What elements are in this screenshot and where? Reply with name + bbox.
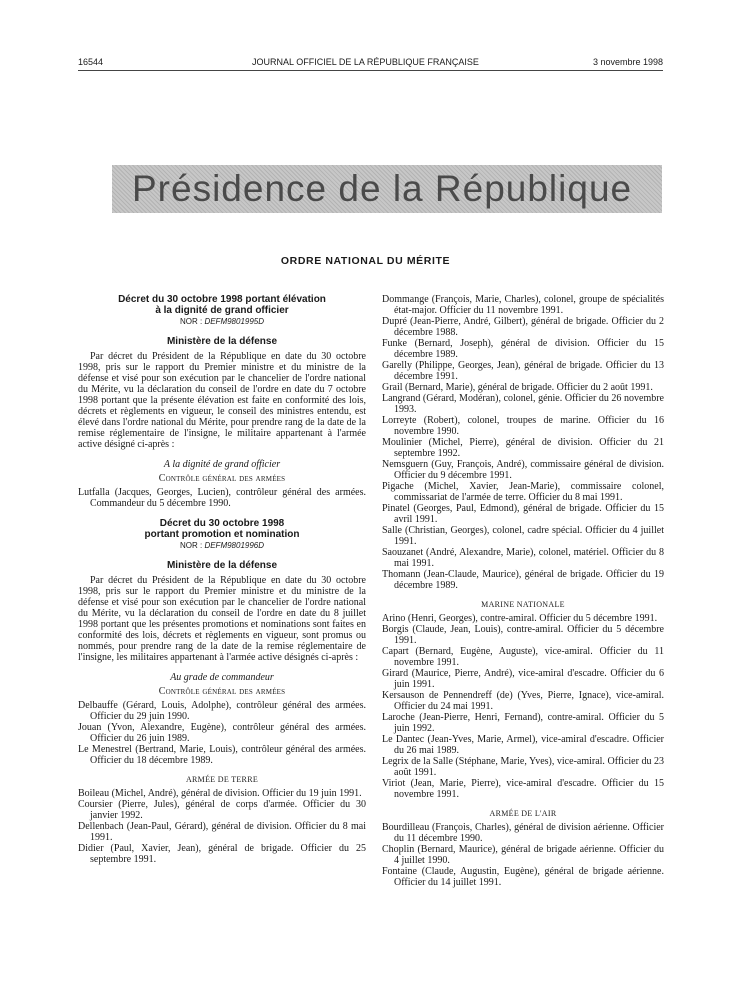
decree2-nor-label: NOR : [179,541,203,550]
right-column [382,294,664,888]
decree1-title [78,294,366,316]
header-rule [78,70,663,71]
section-title: ORDRE NATIONAL DU MÉRITE [280,255,451,267]
list-item: Thomann (Jean-Claude, Maurice), général de brigade. Officier du 19 décembre 1989. [382,569,664,591]
list-item: Lorreyte (Robert), colonel, troupes de marine. Officier du 16 novembre 1990. [382,415,664,437]
decree2-title-line1: Décret du 30 octobre 1998 [159,518,285,529]
decree2-title [78,518,366,540]
issue-date: 3 novembre 1998 [592,57,663,67]
list-item: Dellenbach (Jean-Paul, Gérard), général de division. Officier du 8 mai 1991. [78,821,366,843]
list-item: Girard (Maurice, Pierre, André), vice-amiral d'escadre. Officier du 6 juin 1991. [382,668,664,690]
decree1-title-line2: à la dignité de grand officier [155,305,289,316]
list-item: Pigache (Michel, Xavier, Jean-Marie), commissaire colonel, commissariat de l'armée de terre. Officier du 8 mai 1991. [382,481,664,503]
decree1-text: Par décret du Président de la République en date du 30 octobre 1998, pris sur le rapport du Premier ministre et du ministre de la défense et visé pour son exécution par le chancelier de l'ordre national du Mérite, vu la déclaration du conseil de l'ordre en date du 7 octobre 1998 portant que la présente élévation est faite en conformité des lois, décrets et règlements en vigueur, le conseil des ministres entendu, est élevé dans l'ordre national du Mérite, pour prendre rang de la date de la remise réglementaire de l'insigne, le militaire appartenant à l'armée active désigné ci-après : [78,351,366,450]
decree2-service: Contrôle général des armées [158,686,286,697]
list-item: Coursier (Pierre, Jules), général de corps d'armée. Officier du 30 janvier 1992. [78,799,366,821]
decree1-nor-code: DEFM9801995D [204,317,265,326]
list-item: Dupré (Jean-Pierre, André, Gilbert), général de brigade. Officier du 2 décembre 1988. [382,316,664,338]
list-item: Langrand (Gérard, Modéran), colonel, génie. Officier du 26 novembre 1993. [382,393,664,415]
decree1-grade: A la dignité de grand officier [163,459,281,470]
list-item: Pinatel (Georges, Paul, Edmond), général de brigade. Officier du 15 avril 1991. [382,503,664,525]
list-item: Jouan (Yvon, Alexandre, Eugène), contrôleur général des armées. Officier du 26 juin 1989. [78,722,366,744]
decree2-nor [78,540,366,551]
list-item: Laroche (Jean-Pierre, Henri, Fernand), contre-amiral. Officier du 5 juin 1992. [382,712,664,734]
list-item: Fontaine (Claude, Augustin, Eugène), général de brigade aérienne. Officier du 14 juillet 1991. [382,866,664,888]
list-item: Dommange (François, Marie, Charles), colonel, groupe de spécialités état-major. Officier du 11 novembre 1991. [382,294,664,316]
decree1-ministry: Ministère de la défense [166,336,278,347]
decree2-grade: Au grade de commandeur [170,672,274,683]
list-item: Legrix de la Salle (Stéphane, Marie, Yves), vice-amiral. Officier du 23 août 1991. [382,756,664,778]
decree1-title-line1: Décret du 30 octobre 1998 portant élévation [118,294,326,305]
list-item: Funke (Bernard, Joseph), général de division. Officier du 15 décembre 1989. [382,338,664,360]
decree1-nor-label: NOR : [179,317,203,326]
list-item: Saouzanet (André, Alexandre, Marie), colonel, matériel. Officier du 8 mai 1991. [382,547,664,569]
list-item: Garelly (Philippe, Georges, Jean), général de brigade. Officier du 13 décembre 1991. [382,360,664,382]
list-item: Viriot (Jean, Marie, Pierre), vice-amiral d'escadre. Officier du 15 novembre 1991. [382,778,664,800]
list-item: Boileau (Michel, André), général de division. Officier du 19 juin 1991. [78,788,362,799]
decree2-nor-code: DEFM9801996D [204,541,265,550]
decree1-nor [78,316,366,327]
page-number: 16544 [78,57,104,67]
list-item: Kersauson de Pennendreff (de) (Yves, Pierre, Ignace), vice-amiral. Officier du 24 mai 1991. [382,690,664,712]
navy-section-title: MARINE NATIONALE [481,600,565,609]
list-item: Le Dantec (Jean-Yves, Marie, Armel), vice-amiral d'escadre. Officier du 26 mai 1989. [382,734,664,756]
list-item: Grail (Bernard, Marie), général de brigade. Officier du 2 août 1991. [382,382,653,393]
list-item: Choplin (Bernard, Maurice), général de brigade aérienne. Officier du 4 juillet 1990. [382,844,664,866]
left-column [78,294,366,865]
list-item: Capart (Bernard, Eugène, Auguste), vice-amiral. Officier du 11 novembre 1991. [382,646,664,668]
list-item: Bourdilleau (François, Charles), général de division aérienne. Officier du 11 décembre 1990. [382,822,664,844]
list-item: Didier (Paul, Xavier, Jean), général de brigade. Officier du 25 septembre 1991. [78,843,366,865]
decree2-text: Par décret du Président de la République en date du 30 octobre 1998, pris sur le rapport du Premier ministre et du ministre de la défense et visé pour son exécution par le chancelier de l'ordre national du Mérite, vu la déclaration du conseil de l'ordre en date du 8 juillet 1998 portant que les présentes promotions et nominations sont faites en conformité des lois, décrets et règlements en vigueur, sont promus ou nommés, pour prendre rang de la date de la remise réglementaire de l'insigne, les militaires appartenant à l'armée active désignés ci-après : [78,575,366,663]
banner-title: Présidence de la République [132,168,633,209]
air-force-section-title: ARMÉE DE L'AIR [489,809,557,818]
presidency-banner [112,165,662,213]
list-item: Lutfalla (Jacques, Georges, Lucien), contrôleur général des armées. Commandeur du 5 décembre 1990. [78,487,366,509]
list-item: Salle (Christian, Georges), colonel, cadre spécial. Officier du 4 juillet 1991. [382,525,664,547]
list-item: Le Menestrel (Bertrand, Marie, Louis), contrôleur général des armées. Officier du 18 décembre 1989. [78,744,366,766]
journal-title: JOURNAL OFFICIEL DE LA RÉPUBLIQUE FRANÇAISE [252,57,479,67]
list-item: Moulinier (Michel, Pierre), général de division. Officier du 21 septembre 1992. [382,437,664,459]
list-item: Borgis (Claude, Jean, Louis), contre-amiral. Officier du 5 décembre 1991. [382,624,664,646]
list-item: Arino (Henri, Georges), contre-amiral. Officier du 5 décembre 1991. [382,613,658,624]
decree1-service: Contrôle général des armées [158,473,286,484]
list-item: Nemsguern (Guy, François, André), commissaire général de division. Officier du 9 décembre 1991. [382,459,664,481]
decree2-title-line2: portant promotion et nomination [144,529,300,540]
army-section-title: ARMÉE DE TERRE [185,775,259,784]
decree2-ministry: Ministère de la défense [166,560,278,571]
list-item: Delbauffe (Gérard, Louis, Adolphe), contrôleur général des armées. Officier du 29 juin 1990. [78,700,366,722]
